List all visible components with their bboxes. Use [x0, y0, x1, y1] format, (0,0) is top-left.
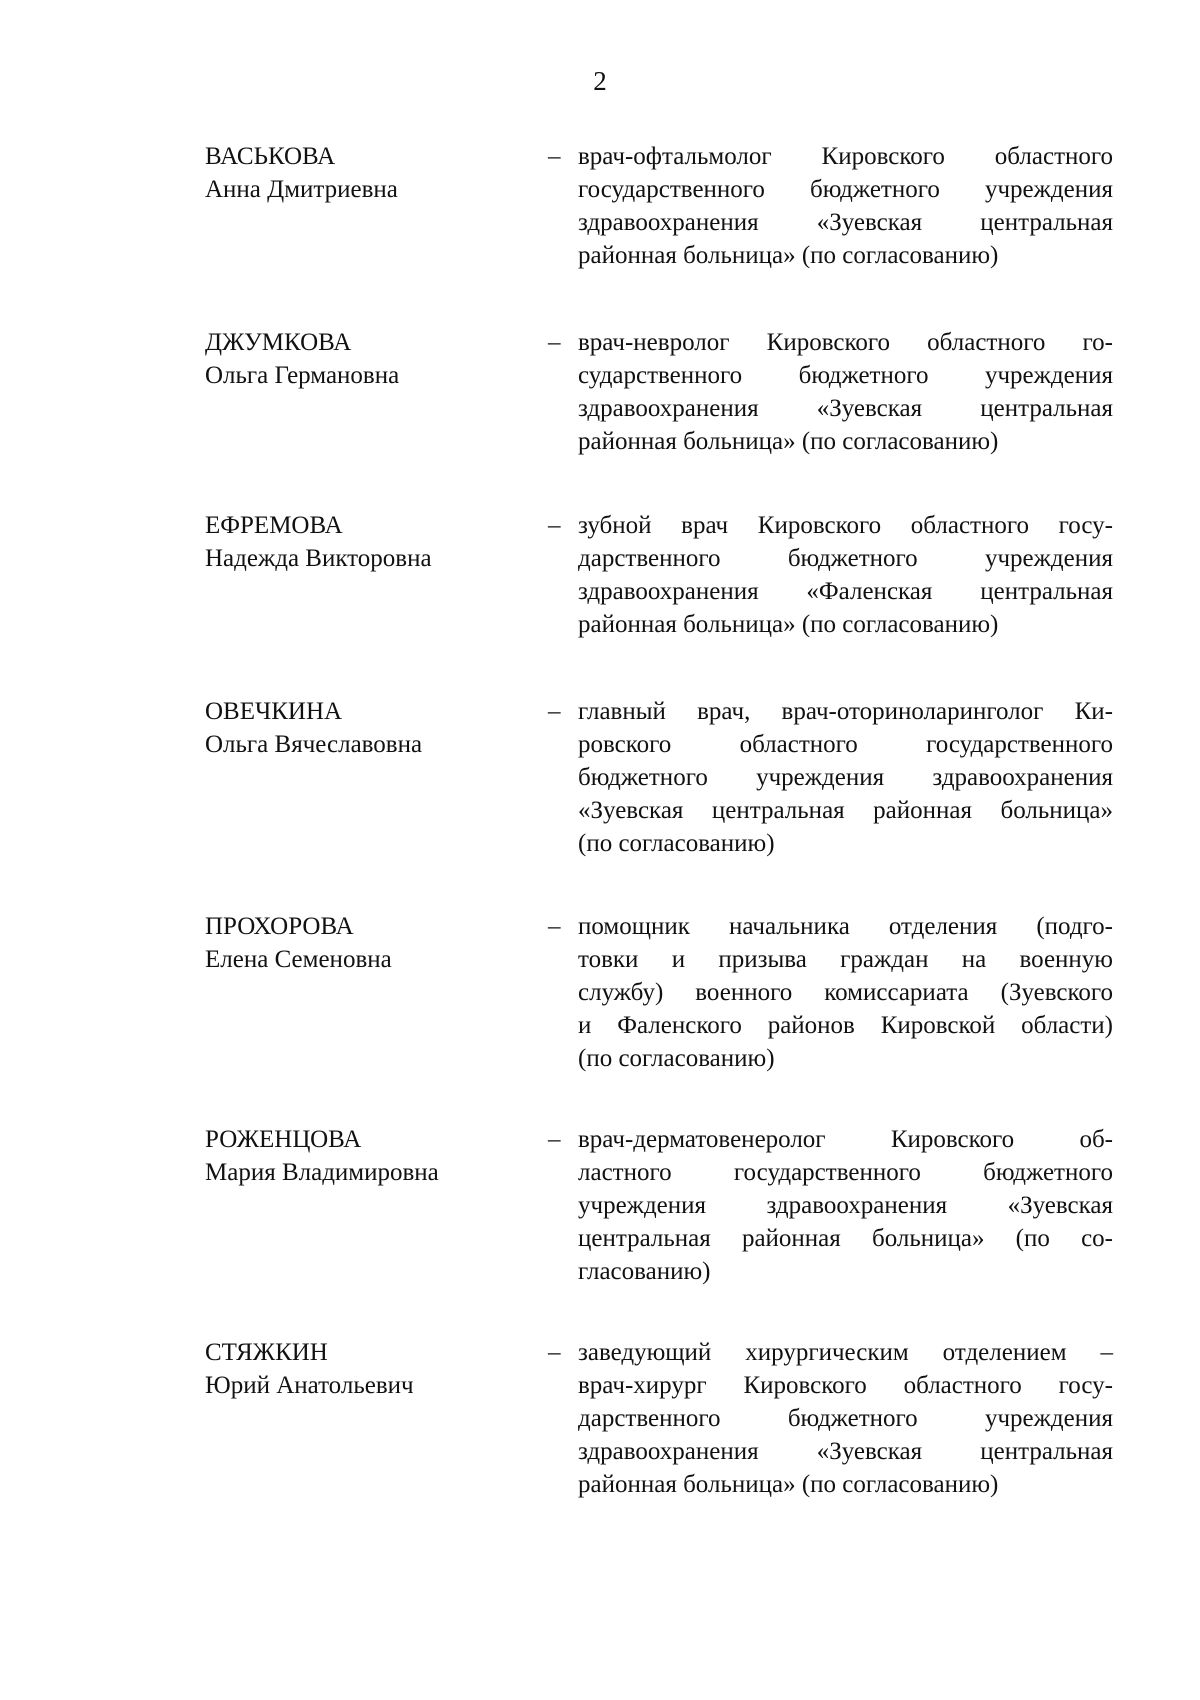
member-description — [578, 910, 1113, 1075]
member-name — [205, 910, 535, 976]
member-description — [578, 1123, 1113, 1288]
member-given-name: Ольга Вячеславовна — [205, 731, 423, 758]
description-line: здравоохранения «Зуевская центральная — [578, 395, 1113, 422]
member-name — [205, 1123, 535, 1189]
member-name — [205, 326, 535, 392]
entry-dash: – — [548, 1339, 561, 1366]
member-description — [578, 140, 1113, 272]
entry-dash: – — [548, 698, 561, 725]
member-surname: ПРОХОРОВА — [205, 913, 354, 940]
description-line: ластного государственного бюджетного — [578, 1159, 1113, 1186]
member-given-name: Мария Владимировна — [205, 1159, 439, 1186]
description-line: главный врач, врач-оториноларинголог Ки- — [578, 698, 1113, 725]
member-name — [205, 509, 535, 575]
member-surname: ЕФРЕМОВА — [205, 512, 343, 539]
description-line: зубной врач Кировского областного госу- — [578, 512, 1113, 539]
member-given-name: Анна Дмитриевна — [205, 176, 398, 203]
description-line: службу) военного комиссариата (Зуевского — [578, 979, 1113, 1006]
description-line: районная больница» (по согласованию) — [578, 428, 999, 455]
member-surname: ДЖУМКОВА — [205, 329, 352, 356]
member-surname: РОЖЕНЦОВА — [205, 1126, 362, 1153]
description-line: здравоохранения «Зуевская центральная — [578, 1438, 1113, 1465]
page-number: 2 — [593, 66, 607, 96]
description-line: учреждения здравоохранения «Зуевская — [578, 1192, 1113, 1219]
description-line: центральная районная больница» (по со- — [578, 1225, 1113, 1252]
description-line: районная больница» (по согласованию) — [578, 611, 999, 638]
member-name — [205, 695, 535, 761]
description-line: и Фаленского районов Кировской области) — [578, 1012, 1113, 1039]
description-line: ровского областного государственного — [578, 731, 1113, 758]
description-line: товки и призыва граждан на военную — [578, 946, 1113, 973]
member-description — [578, 695, 1113, 860]
member-name — [205, 1336, 535, 1402]
description-line: врач-хирург Кировского областного госу- — [578, 1372, 1113, 1399]
description-line: помощник начальника отделения (подго- — [578, 913, 1113, 940]
description-line: районная больница» (по согласованию) — [578, 242, 999, 269]
entry-dash: – — [548, 913, 561, 940]
description-line: (по согласованию) — [578, 1045, 775, 1072]
entry-dash: – — [548, 1126, 561, 1153]
description-line: здравоохранения «Зуевская центральная — [578, 209, 1113, 236]
description-line: районная больница» (по согласованию) — [578, 1471, 999, 1498]
description-line: бюджетного учреждения здравоохранения — [578, 764, 1113, 791]
description-line: дарственного бюджетного учреждения — [578, 545, 1113, 572]
member-surname: ОВЕЧКИНА — [205, 698, 343, 725]
entry-dash: – — [548, 143, 561, 170]
description-line: «Зуевская центральная районная больница» — [578, 797, 1113, 824]
description-line: сударственного бюджетного учреждения — [578, 362, 1113, 389]
description-line: гласованию) — [578, 1258, 711, 1285]
member-surname: СТЯЖКИН — [205, 1339, 328, 1366]
member-description — [578, 509, 1113, 641]
description-line: (по согласованию) — [578, 830, 775, 857]
member-surname: ВАСЬКОВА — [205, 143, 336, 170]
description-line: здравоохранения «Фаленская центральная — [578, 578, 1113, 605]
entry-dash: – — [548, 329, 561, 356]
description-line: врач-офтальмолог Кировского областного — [578, 143, 1113, 170]
member-given-name: Юрий Анатольевич — [205, 1372, 414, 1399]
entry-dash: – — [548, 512, 561, 539]
member-description — [578, 326, 1113, 458]
member-description — [578, 1336, 1113, 1501]
member-given-name: Елена Семеновна — [205, 946, 392, 973]
member-given-name: Ольга Германовна — [205, 362, 400, 389]
description-line: государственного бюджетного учреждения — [578, 176, 1113, 203]
member-name — [205, 140, 535, 206]
description-line: заведующий хирургическим отделением – — [578, 1339, 1113, 1366]
description-line: дарственного бюджетного учреждения — [578, 1405, 1113, 1432]
description-line: врач-невролог Кировского областного го- — [578, 329, 1113, 356]
description-line: врач-дерматовенеролог Кировского об- — [578, 1126, 1113, 1153]
member-given-name: Надежда Викторовна — [205, 545, 432, 572]
